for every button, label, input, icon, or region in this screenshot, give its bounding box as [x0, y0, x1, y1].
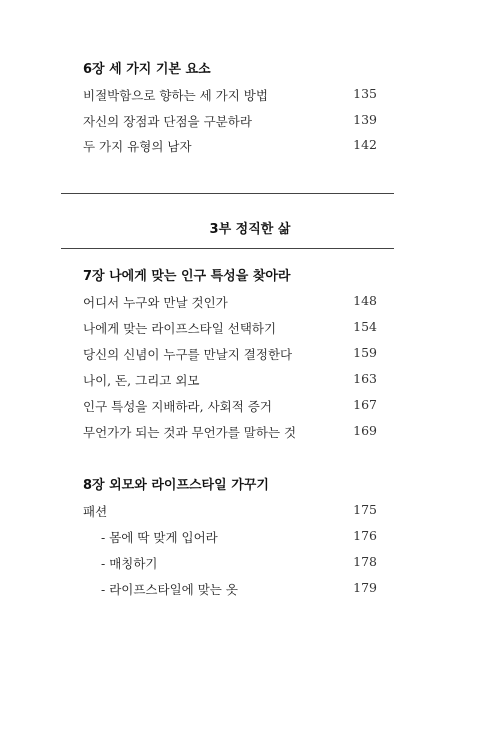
toc-entry-title: 어디서 누구와 만날 것인가 — [83, 295, 228, 310]
toc-subentry[interactable] — [83, 554, 377, 574]
toc-entry-page: 139 — [353, 112, 377, 127]
toc-entry[interactable] — [83, 345, 377, 365]
toc-entry-title: - 라이프스타일에 맞는 옷 — [101, 582, 238, 597]
toc-entry[interactable] — [83, 397, 377, 417]
toc-entry[interactable] — [83, 502, 377, 522]
toc-entry[interactable] — [83, 112, 377, 132]
toc-entry-page: 175 — [353, 502, 377, 517]
toc-entry-page: 142 — [353, 137, 377, 152]
toc-entry-page: 179 — [353, 580, 377, 595]
toc-entry[interactable] — [83, 371, 377, 391]
toc-entry-title: - 매칭하기 — [101, 556, 158, 571]
toc-entry-title: 패션 — [83, 504, 108, 519]
toc-entry-page: 135 — [353, 86, 377, 101]
chapter-7-heading: 7장 나에게 맞는 인구 특성을 찾아라 — [83, 269, 291, 284]
chapter-8-heading: 8장 외모와 라이프스타일 가꾸기 — [83, 478, 269, 493]
toc-entry-title: 인구 특성을 지배하라, 사회적 증거 — [83, 399, 272, 414]
toc-entry-title: 자신의 장점과 단점을 구분하라 — [83, 114, 252, 129]
toc-entry[interactable] — [83, 423, 377, 443]
toc-entry-page: 159 — [353, 345, 377, 360]
toc-entry-title: 나이, 돈, 그리고 외모 — [83, 373, 200, 388]
toc-entry-page: 169 — [353, 423, 377, 438]
part-divider-top — [61, 193, 394, 194]
toc-entry-title: 두 가지 유형의 남자 — [83, 139, 192, 154]
toc-entry[interactable] — [83, 137, 377, 157]
toc-subentry[interactable] — [83, 580, 377, 600]
toc-entry-title: 비절박함으로 향하는 세 가지 방법 — [83, 88, 268, 103]
toc-entry-page: 167 — [353, 397, 377, 412]
toc-entry-page: 178 — [353, 554, 377, 569]
part-3-title: 3부 정직한 삶 — [209, 222, 291, 237]
toc-subentry[interactable] — [83, 528, 377, 548]
toc-entry-page: 163 — [353, 371, 377, 386]
toc-entry-title: - 몸에 딱 맞게 입어라 — [101, 530, 218, 545]
toc-entry-page: 154 — [353, 319, 377, 334]
chapter-6-heading: 6장 세 가지 기본 요소 — [83, 62, 211, 77]
toc-entry[interactable] — [83, 293, 377, 313]
toc-entry-page: 148 — [353, 293, 377, 308]
toc-entry[interactable] — [83, 86, 377, 106]
toc-entry-page: 176 — [353, 528, 377, 543]
toc-entry-title: 당신의 신념이 누구를 만날지 결정한다 — [83, 347, 293, 362]
toc-entry-title: 무언가가 되는 것과 무언가를 말하는 것 — [83, 425, 297, 440]
toc-entry-title: 나에게 맞는 라이프스타일 선택하기 — [83, 321, 277, 336]
toc-entry[interactable] — [83, 319, 377, 339]
part-divider-bottom — [61, 248, 394, 249]
